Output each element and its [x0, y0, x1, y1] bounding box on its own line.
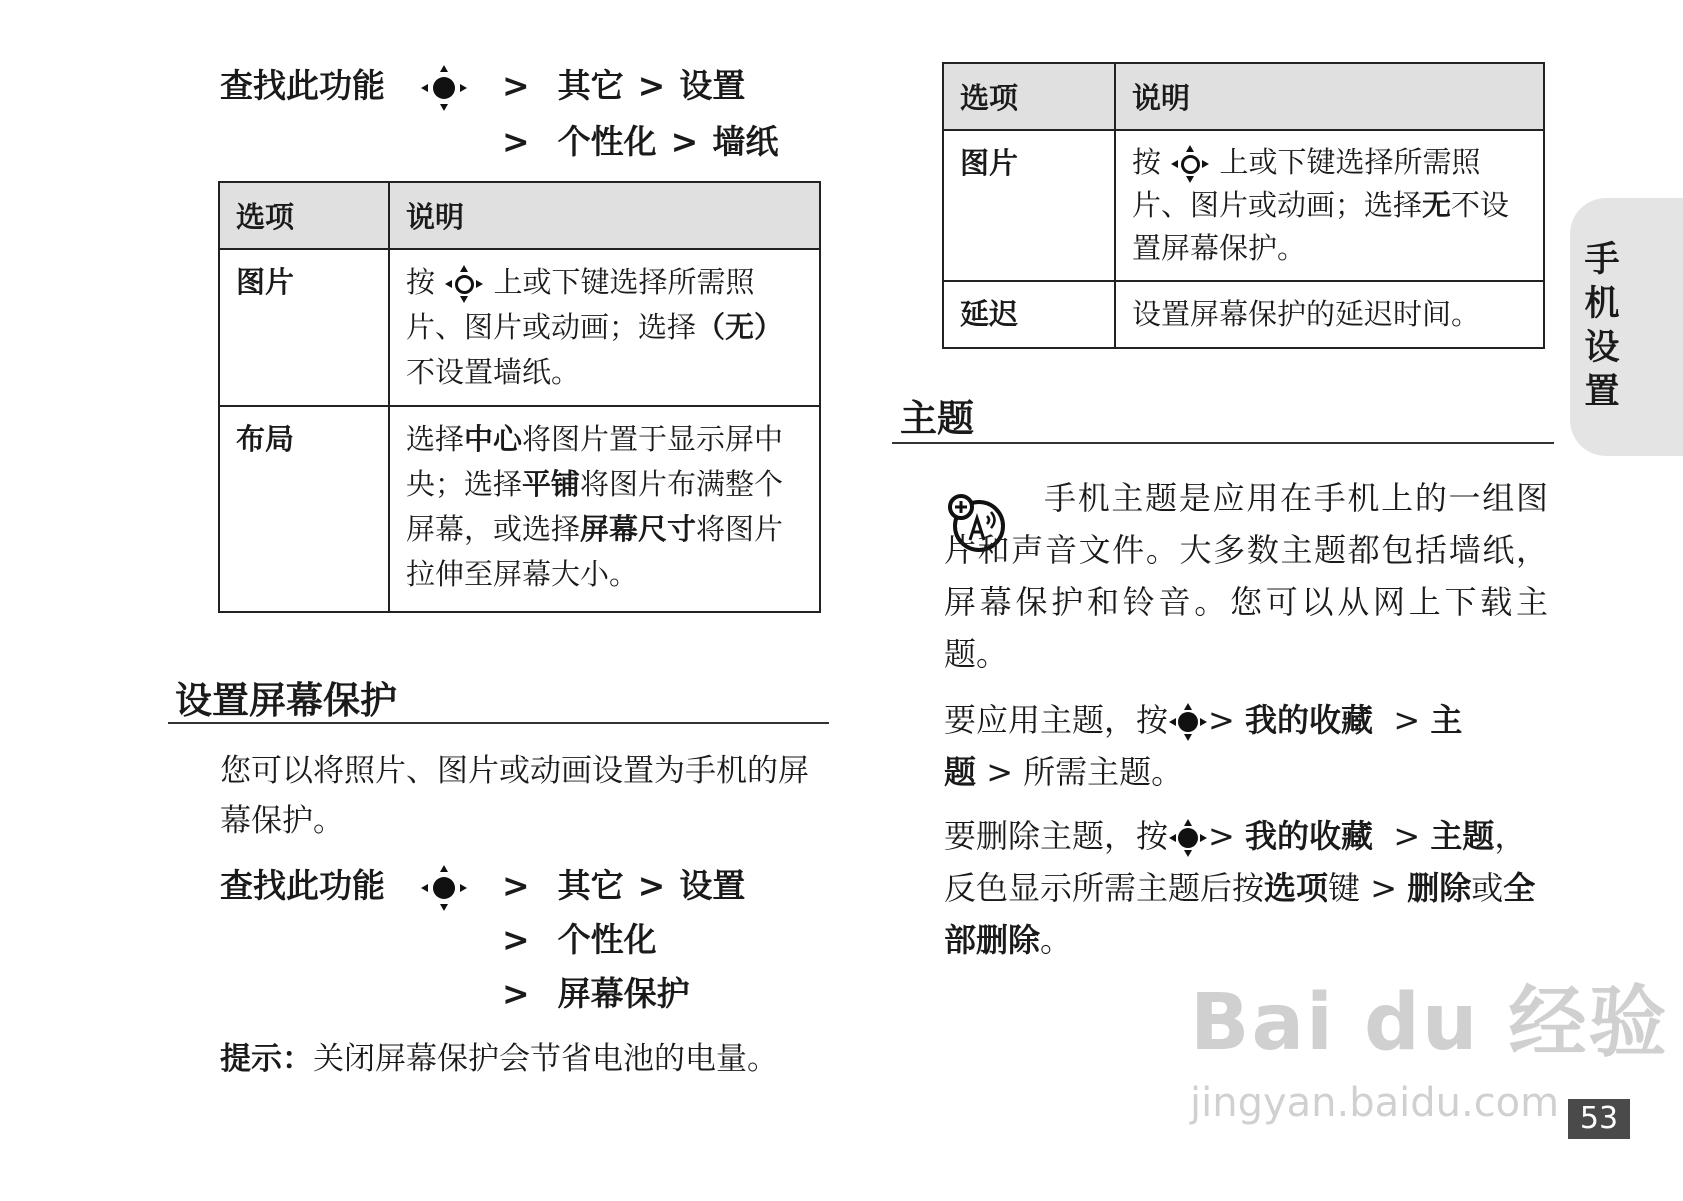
option-desc: 设置屏幕保护的延迟时间。	[1115, 281, 1544, 348]
table-header: 选项	[219, 182, 389, 249]
apply-theme-instruction: 要应用主题，按 > 我的收藏 > 主题 > 所需主题。	[944, 701, 1463, 791]
tip-text: 关闭屏幕保护会节省电池的电量。	[313, 1041, 778, 1077]
heading-divider	[168, 722, 829, 724]
nav-key-icon	[420, 64, 468, 112]
nav-key-icon	[1170, 144, 1210, 184]
chapter-side-tab	[1570, 198, 1683, 456]
path-step: 设置	[679, 866, 746, 905]
option-desc: 按 上或下键选择所需照片、图片或动画；选择（无）不设置墙纸。	[389, 249, 820, 406]
screensaver-options-table	[942, 62, 1545, 349]
option-name: 图片	[943, 130, 1115, 281]
table-row	[943, 281, 1544, 348]
option-desc: 按 上或下键选择所需照片、图片或动画；选择无不设置屏幕保护。	[1115, 130, 1544, 281]
page-number: 53	[1568, 1099, 1630, 1139]
option-name: 布局	[219, 406, 389, 612]
table-row	[219, 406, 820, 612]
option-name: 延迟	[943, 281, 1115, 348]
themes-intro: 手机主题是应用在手机上的一组图片和声音文件。大多数主题都包括墙纸，屏幕保护和铃音。您可以从网上下载主题。	[944, 479, 1548, 673]
nav-key-icon	[420, 864, 468, 912]
path-step: 屏幕保护	[557, 974, 690, 1013]
nav-key-icon	[444, 264, 484, 304]
delete-theme-instruction: 要删除主题，按 > 我的收藏 > 主题，反色显示所需主题后按选项键 > 删除或全部删除。	[944, 817, 1536, 959]
path-line: > 其它 > 设置	[502, 66, 746, 105]
chapter-tab-label: 手 机 设 置	[1584, 240, 1620, 412]
path-step: 个性化	[557, 920, 657, 959]
path-step: 个性化	[557, 122, 657, 161]
option-desc: 选择中心将图片置于显示屏中央；选择平铺将图片布满整个屏幕，或选择屏幕尺寸将图片拉伸至屏幕大小。	[389, 406, 820, 612]
section-heading-screensaver: 设置屏幕保护	[175, 679, 397, 722]
path-step: 设置	[679, 66, 746, 105]
watermark-url: jingyan.baidu.com	[1190, 1080, 1560, 1126]
screensaver-intro: 您可以将照片、图片或动画设置为手机的屏幕保护。	[220, 753, 809, 839]
path-line: > 个性化	[502, 920, 657, 959]
find-feature-path-wallpaper	[220, 66, 385, 106]
wallpaper-options-table	[218, 181, 821, 613]
find-feature-label: 查找此功能	[220, 66, 385, 105]
option-name: 图片	[219, 249, 389, 406]
find-feature-label: 查找此功能	[220, 866, 385, 905]
path-step: 其它	[557, 66, 624, 105]
heading-divider	[892, 442, 1554, 444]
watermark-brand: Bai du 经验	[1190, 978, 1669, 1068]
table-row	[219, 249, 820, 406]
table-header: 选项	[943, 63, 1115, 130]
path-line: > 个性化 > 墙纸	[502, 122, 779, 161]
path-step: 其它	[557, 866, 624, 905]
nav-key-icon	[1168, 702, 1208, 742]
table-row	[943, 130, 1544, 281]
find-feature-path-screensaver	[220, 866, 385, 906]
path-line: > 其它 > 设置	[502, 866, 746, 905]
path-step: 墙纸	[712, 122, 779, 161]
nav-key-icon	[1168, 818, 1208, 858]
tip	[220, 1034, 778, 1084]
section-heading-themes: 主题	[900, 397, 974, 440]
table-header: 说明	[1115, 63, 1544, 130]
path-line: > 屏幕保护	[502, 974, 690, 1013]
table-header: 说明	[389, 182, 820, 249]
tip-label: 提示：	[220, 1041, 313, 1077]
